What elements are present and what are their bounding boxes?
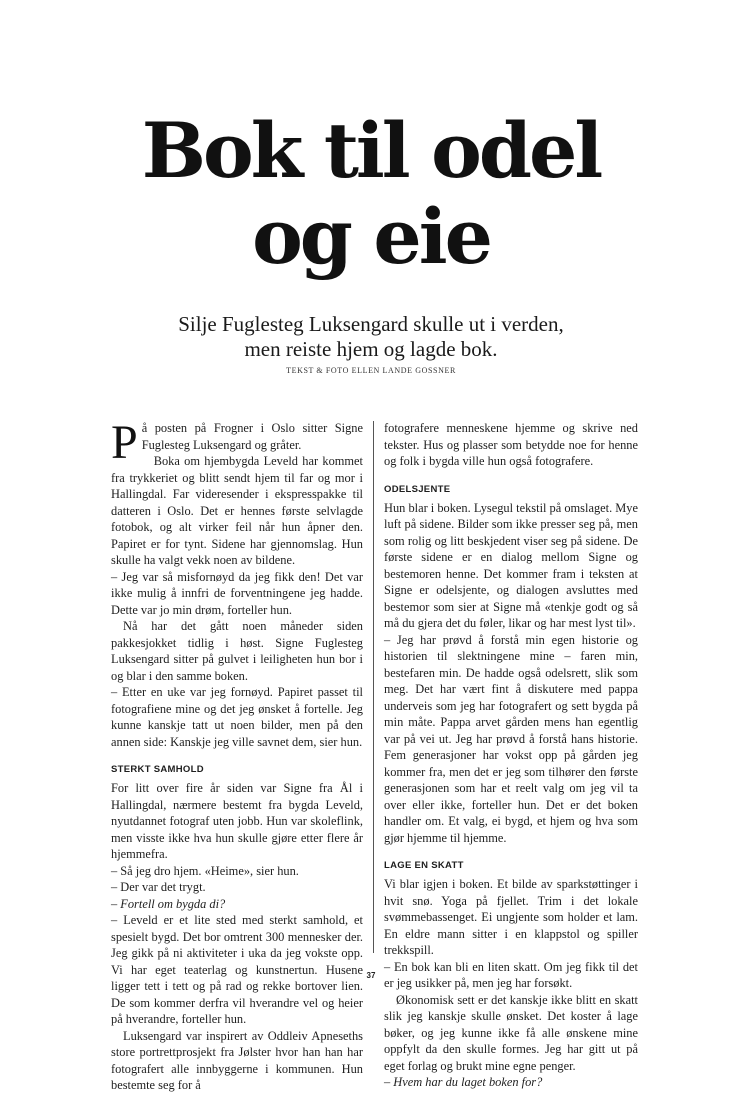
subtitle-line-1: Silje Fuglesteg Luksengard skulle ut i verden, [178,312,564,336]
paragraph: Økonomisk sett er det kanskje ikke blitt en skatt slik jeg kanskje skulle ønsket. Det koster å lage bøker, og jeg kunne ikke få alle ønskene mine oppfylt da den skulle formes. Jeg har gitt ut på eget forlag og brukt mine egne penger. [384,992,638,1073]
left-column [111,416,363,1094]
paragraph: – Leveld er et lite sted med sterkt samhold, et spesielt bygd. Det bor omtrent 300 mennesker der. Jeg gikk på ni aktiviteter i uka da jeg vokste opp. Vi har eget teaterlag og kunstnertun. Husene ligger tett i tett og på rad og rekke bortover lien. De som kommer derfra vil hverandre vel og heier på hverandre, forteller hun. [111,913,363,1026]
title-line-2: og eie [252,192,490,281]
section-heading: STERKT SAMHOLD [111,764,204,775]
subtitle-line-2: men reiste hjem og lagde bok. [244,337,498,361]
paragraph-text: å posten på Frogner i Oslo sitter Signe Fuglesteg Luksengard og gråter. [141,421,363,452]
paragraph: – Jeg var så misfornøyd da jeg fikk den! Det var ikke mulig å innfri de forventningene jeg hadde. Dette var jo min drøm, forteller hun. [111,569,363,617]
column-divider [373,421,374,953]
page-number: 37 [366,971,376,980]
paragraph: Vi blar igjen i boken. Et bilde av sparkstøttinger i hvit snø. Yoga på fjellet. Trim i det lokale svømmebassenget. Ei ungjente som holder et lam. En eldre mann sitter i en klappstol og spiller trekkspill. [384,877,638,957]
paragraph: – Der var det trygt. [111,880,206,894]
paragraph: Boka om hjembygda Leveld har kommet fra trykkeriet og blitt sendt hjem til far og mor i Hallingdal. Far videresender i ekspresspakke til datteren i Oslo. Det er hennes første selvlagde fotobok, og alt virker feil når hun åpner den. Papiret er for tynt. Sidene har gjennomslag. Hun skulle ha valgt vekk noen av bildene. [111,454,363,567]
paragraph [111,416,363,469]
paragraph: Nå har det gått noen måneder siden pakkesjokket tidlig i høst. Signe Fuglesteg Luksengard sitter på gulvet i leiligheten hun bor i og blar i den samme boken. [111,619,363,683]
paragraph: – Fortell om bygda di? [111,896,226,911]
paragraph: – Så jeg dro hjem. «Heime», sier hun. [111,863,299,878]
title-line-1: Bok til odel [141,106,601,195]
section-heading: ODELSJENTE [384,483,451,495]
paragraph: fotografere menneskene hjemme og skrive ned tekster. Hus og plasser som betydde noe for henne og folk i bygda ville hun også fotografere. [384,421,638,468]
paragraph: – En bok kan bli en liten skatt. Om jeg fikk til det er jeg usikker på, men jeg har forsøkt. [384,959,638,990]
paragraph: Hun blar i boken. Lysegul tekstil på omslaget. Mye luft på sidene. Bilder som ikke presser seg på, men som rolig og litt beskjedent viser seg på sidene. De første sidene er en dialog mellom Signe og bestemoren henne. Det kommer fram i teksten at Signe er odelsjente, og dialogen avsluttes med bestemor som sier at Signe må «tenkje godt og så må du gjera det du føler, likar og har mest lyst til». [384,500,638,630]
section-heading: LAGE EN SKATT [384,860,464,871]
paragraph: Luksengard var inspirert av Oddleiv Apneseths store portrettprosjekt fra Jølster hvor han han har fotografert alle innbyggerne i kommunen. Hun bestemte seg for å [111,1028,363,1092]
right-column [384,420,638,1091]
drop-cap: P [111,416,138,469]
paragraph: – Etter en uke var jeg fornøyd. Papiret passet til fotografiene mine og det jeg ønsket å fortelle. Jeg kunne kanskje tatt ut noen bilder, men på den annen side: Kanskje jeg ville savnet dem, sier hun. [111,685,363,749]
paragraph: – Hvem har du laget boken for? [384,1075,543,1089]
byline: TEKST & FOTO ELLEN LANDE GOSSNER [286,366,456,375]
article-subtitle [0,312,742,362]
article-title [0,108,742,280]
paragraph: – Jeg har prøvd å forstå min egen historie og historien til slektningene mine – faren min, bestefaren min. De hadde også odelsrett, slik som meg. Det har vært fint å diskutere med pappa underveis som jeg har fotografert og sett bygda på min måte. Pappa arvet gården mens han egentlig var på vei ut. Jeg har prøvd å forstå hans historie. Fem generasjoner har vokst opp på gården jeg kommer fra, men det er jeg som tilhører den første generasjonen som har et reelt valg om jeg vil ta over eller ikke, forteller hun. Det er det boken handler om. Et valg, ei bygd, et hjem og hva som gjør hjemme til hjemme. [384,632,638,845]
paragraph: For litt over fire år siden var Signe fra Ål i Hallingdal, nærmere bestemt fra bygda Leveld, nyutdannet fotograf uten jobb. Hun var skoleflink, men visste ikke hva hun skulle gjøre etter flere år hjemmefra. [111,781,363,861]
